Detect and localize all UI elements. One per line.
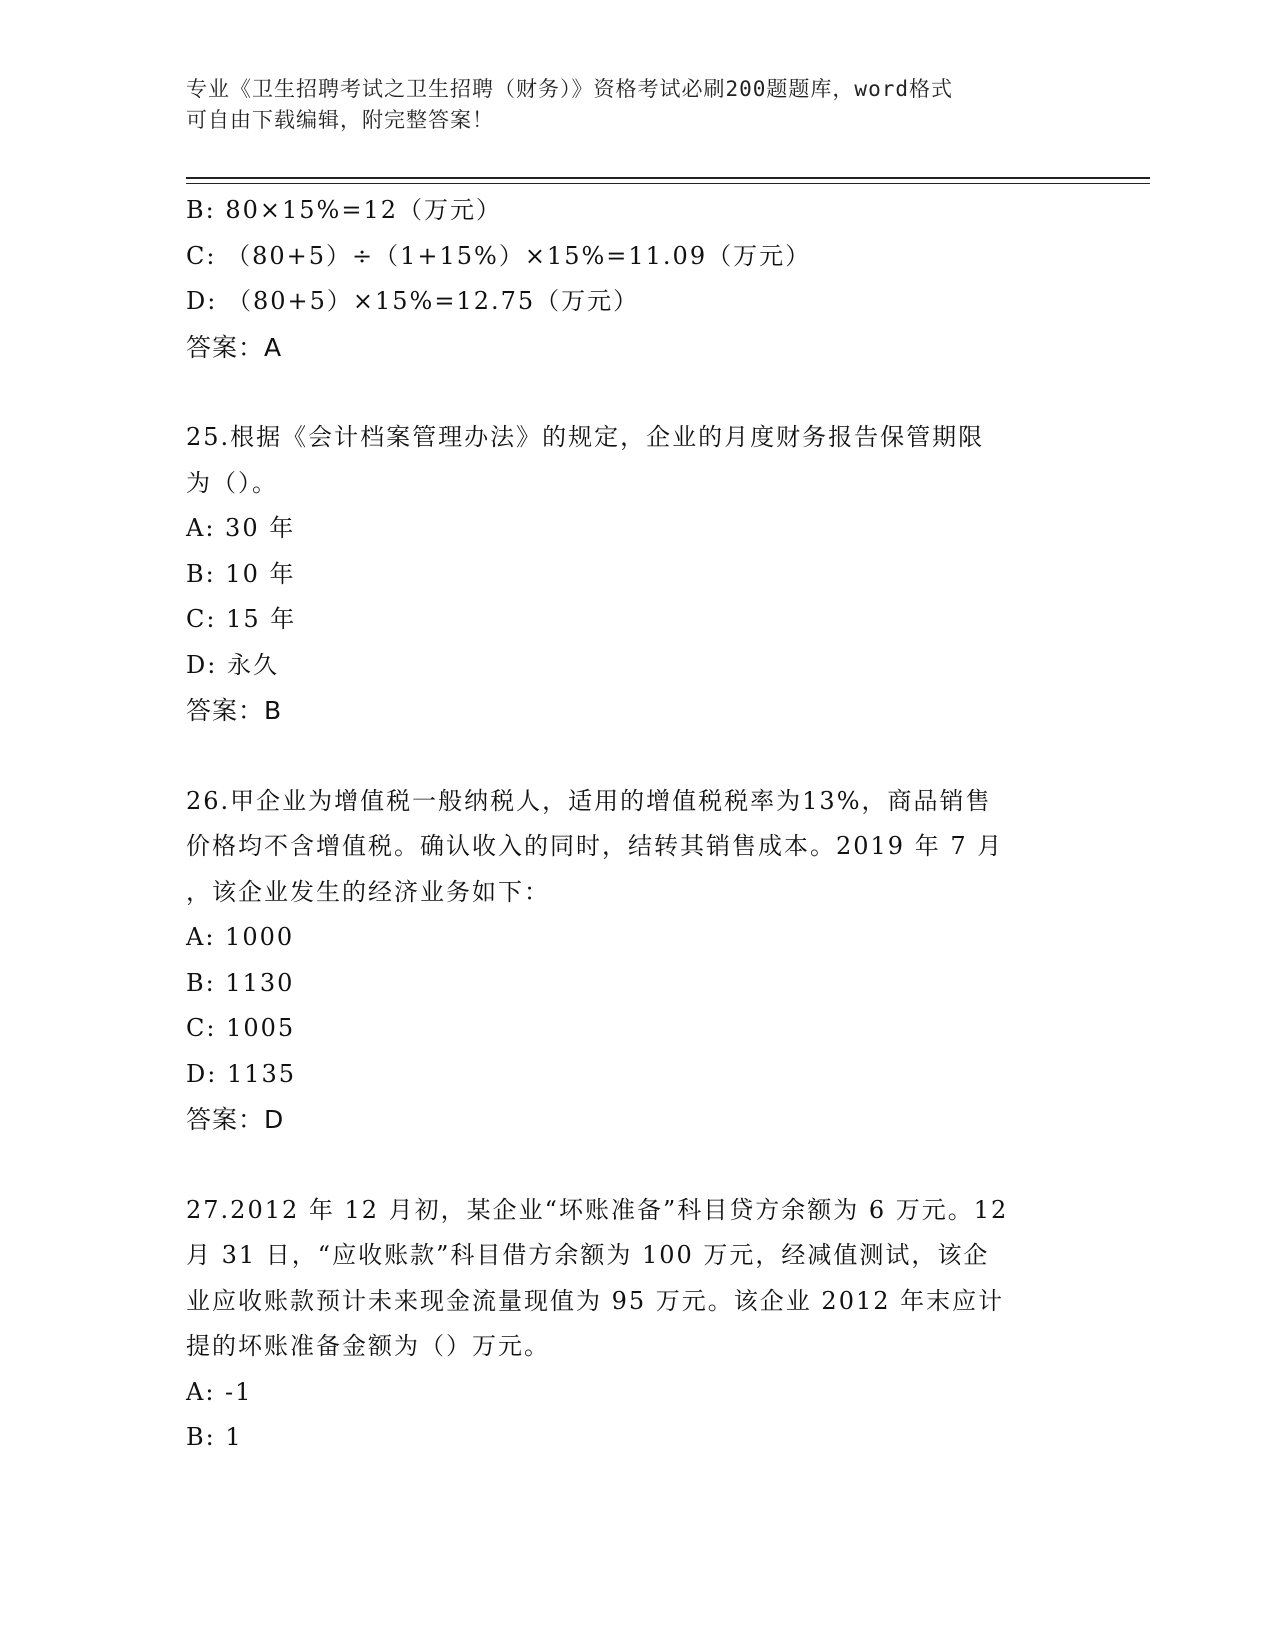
answer: 答案：B [186,696,283,725]
option-b: B: 1130 [186,968,295,997]
stem-line: 价格均不含增值税。确认收入的同时，结转其销售成本。2019 年 7 月 [186,832,1004,860]
question-list [186,188,1086,1461]
stem-line: ，该企业发生的经济业务如下： [186,877,550,906]
question-stem [186,1188,1086,1370]
question-stem [186,779,1086,916]
header-line-1: 专业《卫生招聘考试之卫生招聘（财务）》资格考试必刷200题题库，word格式 [186,77,953,101]
option-a: A: 1000 [186,923,295,951]
stem-line: 25.根据《会计档案管理办法》的规定，企业的月度财务报告保管期限 [186,423,985,451]
option-d: D: 永久 [186,650,279,679]
header-divider [186,177,1150,184]
question-27 [186,1188,1086,1461]
option-a: A: -1 [186,1377,253,1406]
stem-line: 26.甲企业为增值税一般纳税人，适用的增值税税率为13%，商品销售 [186,786,992,815]
header-line-2: 可自由下载编辑，附完整答案！ [186,108,494,132]
stem-line: 为（）。 [186,468,278,497]
option-b: B: 80×15%=12（万元） [186,196,502,224]
option-d: D: 1135 [186,1059,297,1088]
stem-line: 27.2012 年 12 月初，某企业“坏账准备”科目贷方余额为 6 万元。12 [186,1195,1009,1224]
option-c: C: 15 年 [186,605,297,633]
option-c: C: 1005 [186,1014,296,1042]
question-25 [186,415,1086,734]
option-d: D: （80+5）×15%=12.75（万元） [186,287,640,315]
page-header [186,74,1086,136]
question-stem [186,415,1086,506]
option-c: C: （80+5）÷（1+15%）×15%=11.09（万元） [186,241,812,270]
stem-line: 提的坏账准备金额为（）万元。 [186,1332,550,1360]
option-a: A: 30 年 [186,514,296,542]
question-26 [186,779,1086,1143]
stem-line: 业应收账款预计未来现金流量现值为 95 万元。该企业 2012 年末应计 [186,1286,1005,1315]
question-24-continued [186,188,1086,370]
option-b: B: 10 年 [186,559,296,588]
stem-line: 月 31 日，“应收账款”科目借方余额为 100 万元，经减值测试，该企 [186,1241,990,1269]
answer: 答案：D [186,1105,285,1134]
answer: 答案：A [186,332,283,362]
option-b: B: 1 [186,1423,243,1451]
